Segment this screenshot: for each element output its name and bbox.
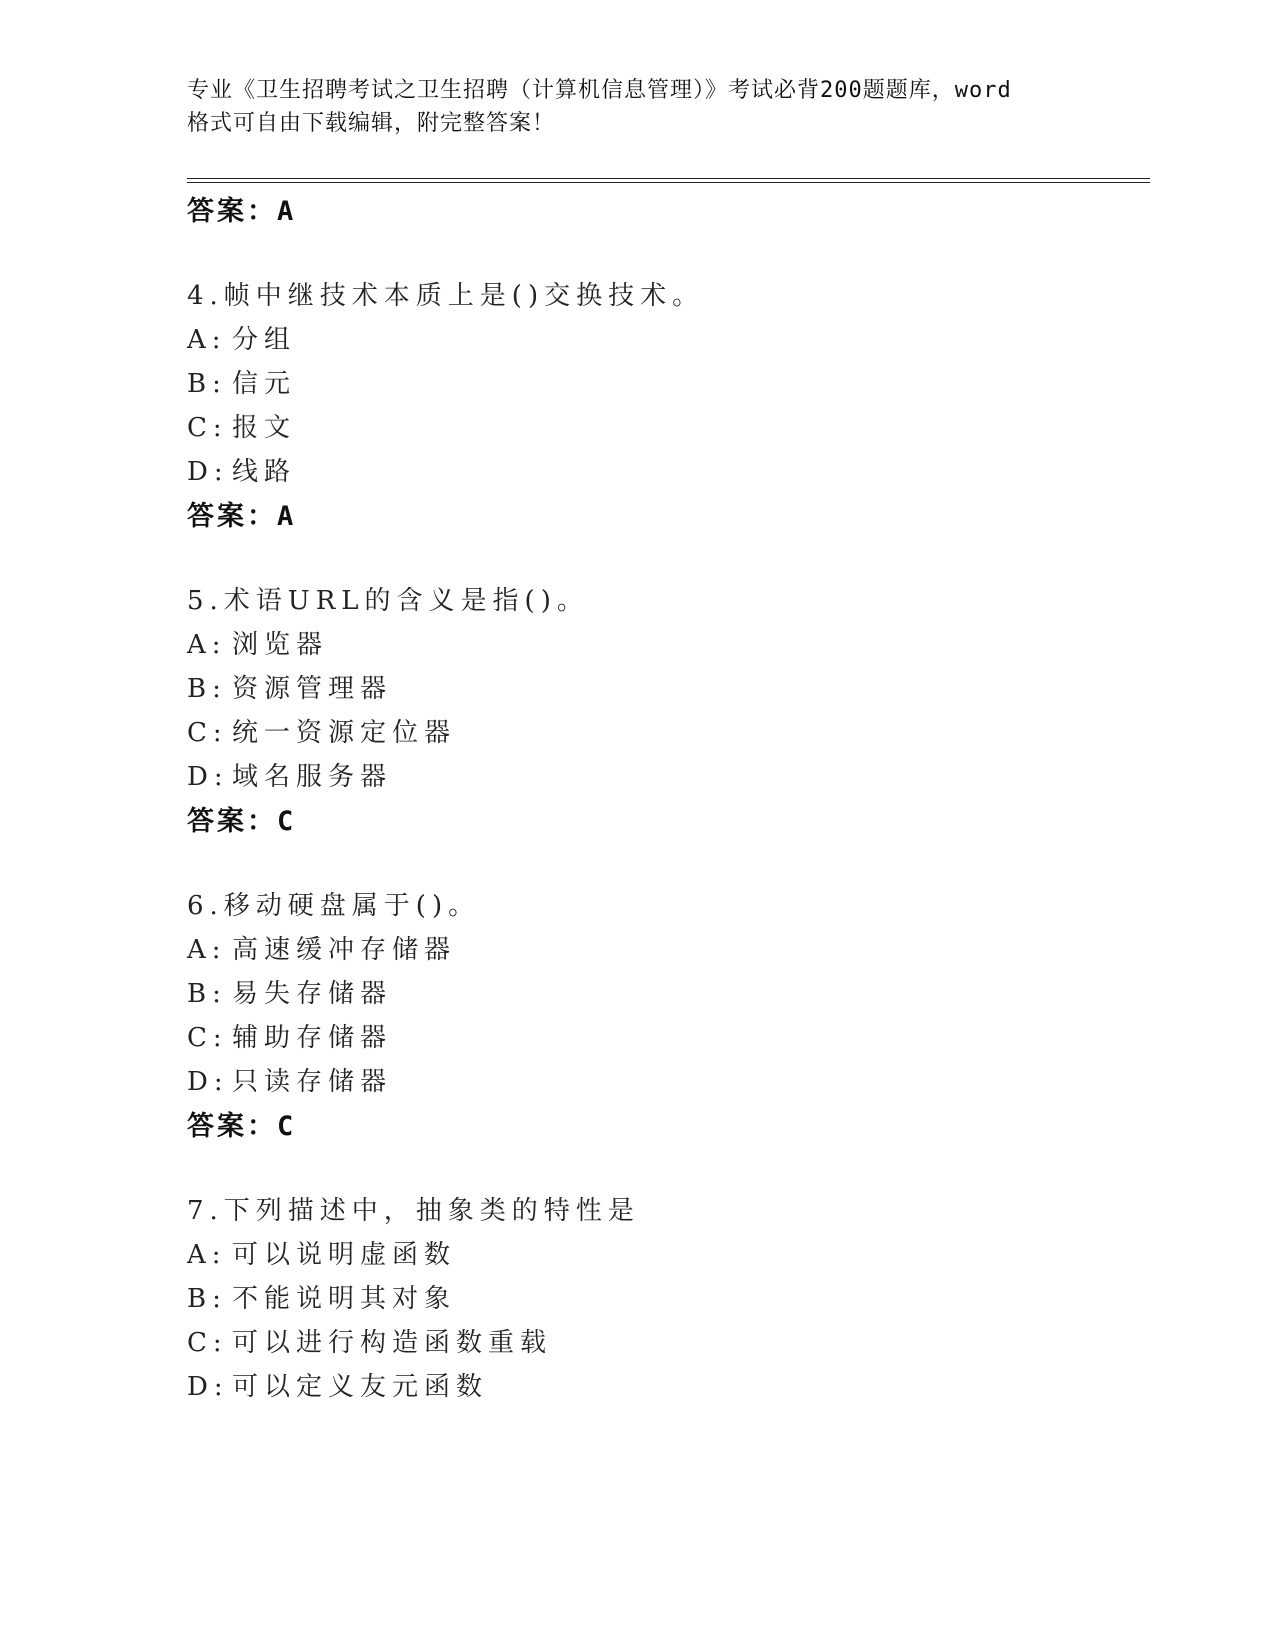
option-text: 统一资源定位器 xyxy=(232,718,457,748)
option-text: 分组 xyxy=(232,325,297,355)
option-key: B: xyxy=(187,369,227,399)
option-b xyxy=(187,363,296,400)
answer-line: 答案：C xyxy=(187,806,297,837)
option-c xyxy=(187,712,456,749)
option-d xyxy=(187,451,296,488)
option-key: A: xyxy=(187,935,227,965)
option-key: D: xyxy=(187,457,229,487)
option-b xyxy=(187,668,392,705)
option-key: A: xyxy=(187,325,227,355)
option-text: 不能说明其对象 xyxy=(232,1284,457,1314)
question-stem: 7.下列描述中，抽象类的特性是 xyxy=(187,1196,640,1226)
option-key: C: xyxy=(187,718,228,748)
option-c xyxy=(187,1017,392,1054)
option-text: 可以定义友元函数 xyxy=(232,1372,489,1402)
header-line-1: 专业《卫生招聘考试之卫生招聘（计算机信息管理）》考试必背200题题库，word xyxy=(187,78,1012,103)
option-text: 浏览器 xyxy=(232,630,329,660)
option-key: C: xyxy=(187,1023,228,1053)
option-key: B: xyxy=(187,674,227,704)
document-header xyxy=(187,74,1087,140)
option-text: 报文 xyxy=(232,413,297,443)
option-d xyxy=(187,1366,488,1403)
option-text: 信元 xyxy=(232,369,297,399)
option-a xyxy=(187,319,296,356)
option-text: 资源管理器 xyxy=(232,674,393,704)
option-key: C: xyxy=(187,1328,228,1358)
option-b xyxy=(187,1278,456,1315)
option-text: 只读存储器 xyxy=(232,1067,393,1097)
option-text: 易失存储器 xyxy=(232,979,393,1009)
question-stem: 5.术语URL的含义是指()。 xyxy=(187,586,589,616)
option-a xyxy=(187,624,328,661)
answer-line: 答案：A xyxy=(187,501,297,532)
option-key: D: xyxy=(187,1067,229,1097)
question-stem: 6.移动硬盘属于()。 xyxy=(187,891,481,921)
option-d xyxy=(187,756,392,793)
option-d xyxy=(187,1061,392,1098)
option-c xyxy=(187,407,296,444)
option-text: 可以说明虚函数 xyxy=(232,1240,457,1270)
question-stem: 4.帧中继技术本质上是()交换技术。 xyxy=(187,281,705,311)
option-key: B: xyxy=(187,979,227,1009)
option-key: C: xyxy=(187,413,228,443)
option-key: A: xyxy=(187,630,227,660)
option-text: 高速缓冲存储器 xyxy=(232,935,457,965)
answer-line: 答案：A xyxy=(187,196,297,227)
option-text: 可以进行构造函数重载 xyxy=(232,1328,553,1358)
option-key: A: xyxy=(187,1240,227,1270)
option-text: 域名服务器 xyxy=(232,762,393,792)
option-a xyxy=(187,929,456,966)
option-key: B: xyxy=(187,1284,227,1314)
option-text: 辅助存储器 xyxy=(232,1023,393,1053)
option-text: 线路 xyxy=(232,457,297,487)
header-line-2: 格式可自由下载编辑，附完整答案！ xyxy=(187,111,556,136)
header-rule-top xyxy=(187,178,1150,179)
option-b xyxy=(187,973,392,1010)
option-a xyxy=(187,1234,456,1271)
answer-line: 答案：C xyxy=(187,1111,297,1142)
header-rule-bottom xyxy=(187,182,1150,183)
option-key: D: xyxy=(187,762,229,792)
option-c xyxy=(187,1322,552,1359)
option-key: D: xyxy=(187,1372,229,1402)
